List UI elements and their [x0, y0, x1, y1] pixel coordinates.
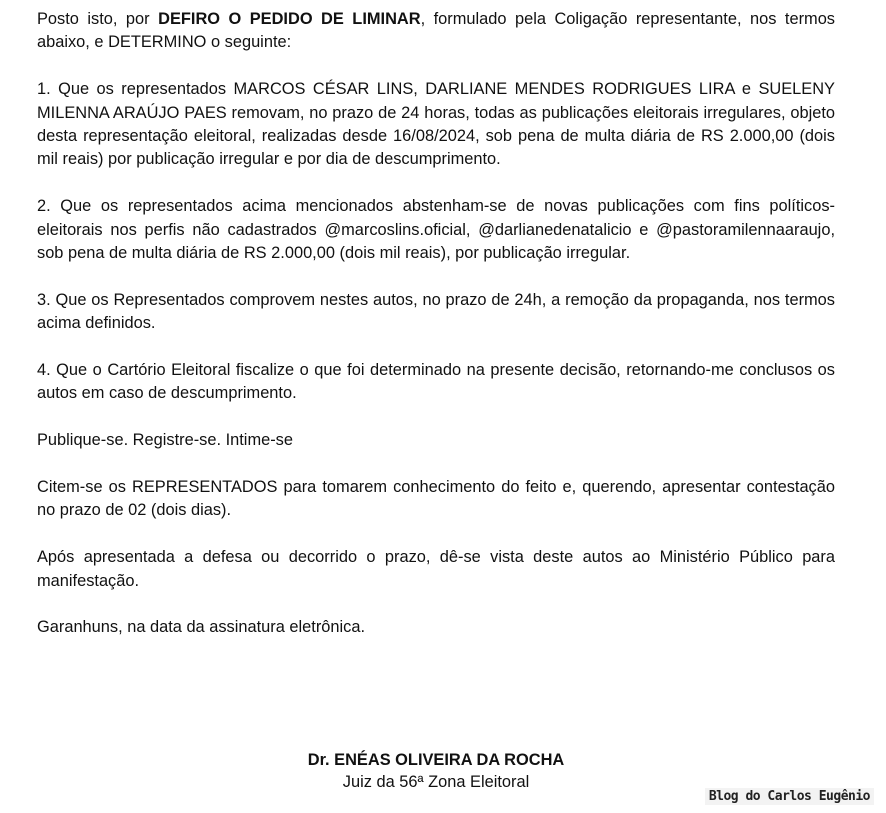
judge-role: Juiz da 56ª Zona Eleitoral	[342, 773, 530, 791]
item-4-paragraph: 4. Que o Cartório Eleitoral fiscalize o que foi determinado na presente decisão, retornando-me conclusos os autos em caso de descumprimento.	[37, 361, 835, 403]
item-2-paragraph: 2. Que os representados acima mencionados abstenham-se de novas publicações com fins políticos-eleitorais nos perfis não cadastrados @marcoslins.oficial, @darlianedenatalicio e @pastoramilennaaraujo, sob pena de multa diária de RS 2.000,00 (dois mil reais), por publicação irregular.	[37, 197, 835, 263]
intro-text-end: , formulado pela Coligação representante, nos termos abaixo, e DETERMINO o seguinte:	[37, 10, 836, 52]
place-date-paragraph: Garanhuns, na data da assinatura eletrônica.	[37, 618, 366, 637]
signature-block	[0, 749, 872, 793]
summon-paragraph: Citem-se os REPRESENTADOS para tomarem conhecimento do feito e, querendo, apresentar contestação no prazo de 02 (dois dias).	[37, 478, 835, 520]
item-3-paragraph: 3. Que os Representados comprovem nestes autos, no prazo de 24h, a remoção da propaganda, nos termos acima definidos.	[37, 290, 835, 333]
intro-text-start: Posto isto, por	[37, 10, 159, 28]
blog-watermark: Blog do Carlos Eugênio	[705, 788, 874, 805]
decision-document	[37, 8, 835, 663]
item-1-paragraph: 1. Que os representados MARCOS CÉSAR LINS, DARLIANE MENDES RODRIGUES LIRA e SUELENY MILENNA ARAÚJO PAES removam, no prazo de 24 horas, todas as publicações eleitorais irregulares, objeto desta representação eleitoral, realizadas desde 16/08/2024, sob pena de multa diária de RS 2.000,00 (dois mil reais) por publicação irregular e por dia de descumprimento.	[37, 80, 835, 169]
intro-bold-text: DEFIRO O PEDIDO DE LIMINAR	[158, 10, 421, 28]
after-defense-paragraph: Após apresentada a defesa ou decorrido o prazo, dê-se vista deste autos ao Ministério Público para manifestação.	[37, 548, 835, 590]
intro-paragraph	[37, 8, 835, 55]
publish-paragraph: Publique-se. Registre-se. Intime-se	[37, 431, 293, 450]
judge-name: Dr. ENÉAS OLIVEIRA DA ROCHA	[307, 751, 565, 769]
